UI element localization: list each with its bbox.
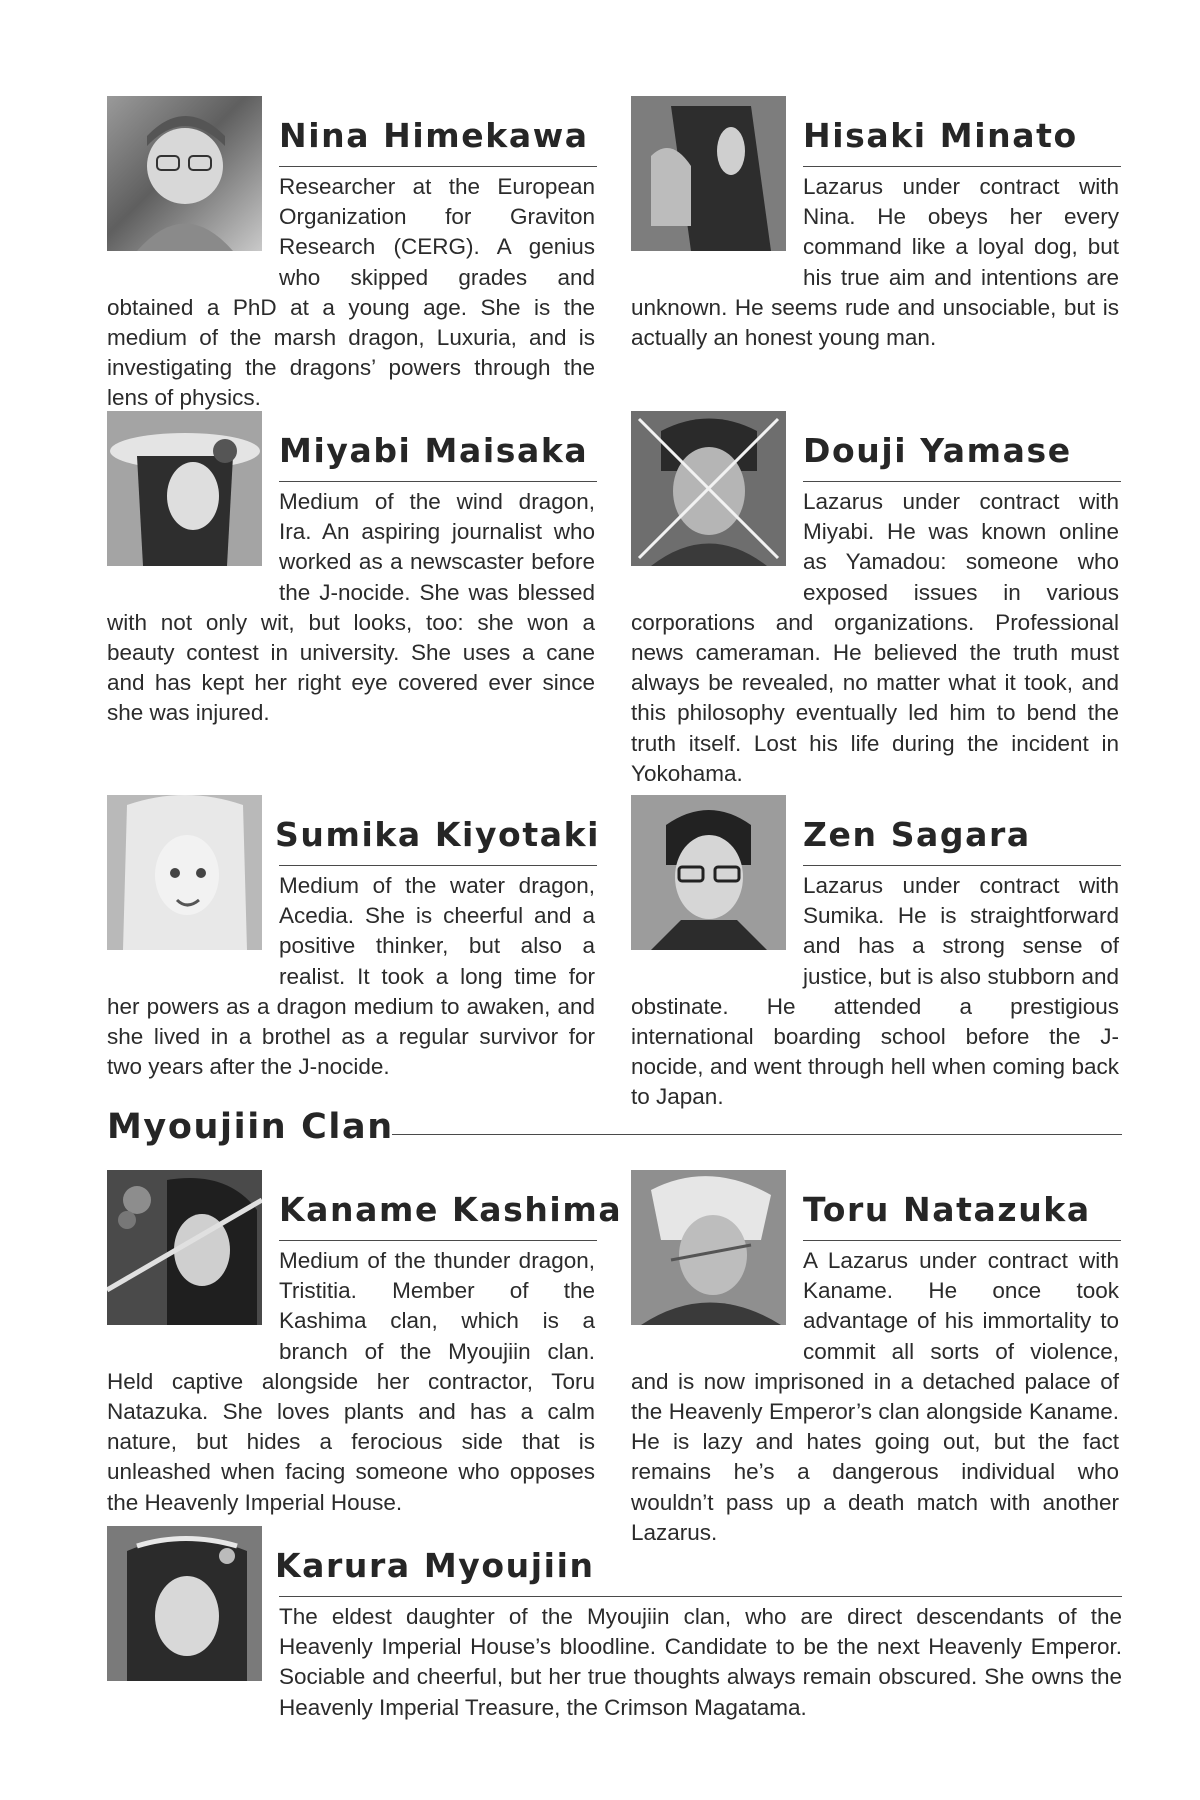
character-name: Miyabi Maisaka xyxy=(279,431,589,470)
name-underline xyxy=(803,865,1121,866)
character-description: Lazarus under contract with Nina. He obeys her every command like a loyal dog, but his true aim and intentions are unknown. He seems rude and unsociable, but is actually an honest young man. xyxy=(631,174,1119,351)
character-description: Lazarus under contract with Sumika. He is straightforward and has a strong sense of justice, but is also stubborn and obstinate. He attended a prestigious international boarding school before the J-nocide, and went through hell when coming back to Japan. xyxy=(631,873,1119,1110)
character-description: Medium of the water dragon, Acedia. She is cheerful and a positive thinker, but also a realist. It took a long time for her powers as a dragon medium to awaken, and she lived in a brothel as a regular survivor for two years after the J-nocide. xyxy=(107,873,595,1080)
name-underline xyxy=(279,166,597,167)
name-underline xyxy=(279,1596,1122,1597)
character-description: A Lazarus under contract with Kaname. He once took advantage of his immortality to commit all sorts of violence, and is now imprisoned in a detached palace of the Heavenly Emperor’s clan alongside Kaname. He is lazy and hates going out, but the fact remains he’s a dangerous individual who wouldn’t pass up a death match with another Lazarus. xyxy=(631,1248,1119,1545)
character-card-nina-himekawa xyxy=(107,96,597,411)
character-name: Karura Myoujiin xyxy=(275,1546,595,1585)
name-underline xyxy=(279,865,597,866)
character-description: Medium of the wind dragon, Ira. An aspiring journalist who worked as a newscaster before the J-nocide. She was blessed with not only wit, but looks, too: she won a beauty contest in university. She uses a cane and has kept her right eye covered ever since she was injured. xyxy=(107,489,595,726)
name-underline xyxy=(803,1240,1121,1241)
name-underline xyxy=(279,1240,597,1241)
character-card-douji-yamase xyxy=(631,411,1121,791)
character-card-zen-sagara xyxy=(631,795,1121,1115)
character-name: Hisaki Minato xyxy=(803,116,1078,155)
character-name: Sumika Kiyotaki xyxy=(275,815,601,854)
character-description: Medium of the thunder dragon, Tristitia. Member of the Kashima clan, which is a branch of the Myoujiin clan. Held captive alongside her contractor, Toru Natazuka. She loves plants and has a calm nature, but hides a ferocious side that is unleashed when facing someone who opposes the Heavenly Imperial House. xyxy=(107,1248,595,1515)
character-card-hisaki-minato xyxy=(631,96,1121,396)
character-name: Zen Sagara xyxy=(803,815,1031,854)
character-card-miyabi-maisaka xyxy=(107,411,597,751)
section-divider xyxy=(392,1134,1122,1135)
character-description: The eldest daughter of the Myoujiin clan, who are direct descendants of the Heavenly Imperial House’s bloodline. Candidate to be the next Heavenly Emperor. Sociable and cheerful, but her true thoughts always remain obscured. She owns the Heavenly Imperial Treasure, the Crimson Magatama. xyxy=(279,1604,1122,1720)
character-name: Kaname Kashima xyxy=(279,1190,623,1229)
character-card-karura-myoujiin xyxy=(107,1526,1122,1726)
name-underline xyxy=(279,481,597,482)
character-description: Researcher at the European Organization for Graviton Research (CERG). A genius who skipped grades and obtained a PhD at a young age. She is the medium of the marsh dragon, Luxuria, and is investigating the dragons’ powers through the lens of physics. xyxy=(107,174,595,411)
character-description: Lazarus under contract with Miyabi. He was known online as Yamadou: someone who exposed issues in various corporations and organizations. Professional news cameraman. He believed the truth must always be revealed, no matter what it took, and this philosophy eventually led him to bend the truth itself. Lost his life during the incident in Yokohama. xyxy=(631,489,1119,786)
name-underline xyxy=(803,481,1121,482)
character-name: Toru Natazuka xyxy=(803,1190,1091,1229)
character-name: Douji Yamase xyxy=(803,431,1072,470)
section-title: Myoujiin Clan xyxy=(107,1107,394,1147)
name-underline xyxy=(803,166,1121,167)
character-card-kaname-kashima xyxy=(107,1170,623,1515)
character-name: Nina Himekawa xyxy=(279,116,589,155)
character-card-sumika-kiyotaki xyxy=(107,795,601,1095)
character-card-toru-natazuka xyxy=(631,1170,1121,1545)
